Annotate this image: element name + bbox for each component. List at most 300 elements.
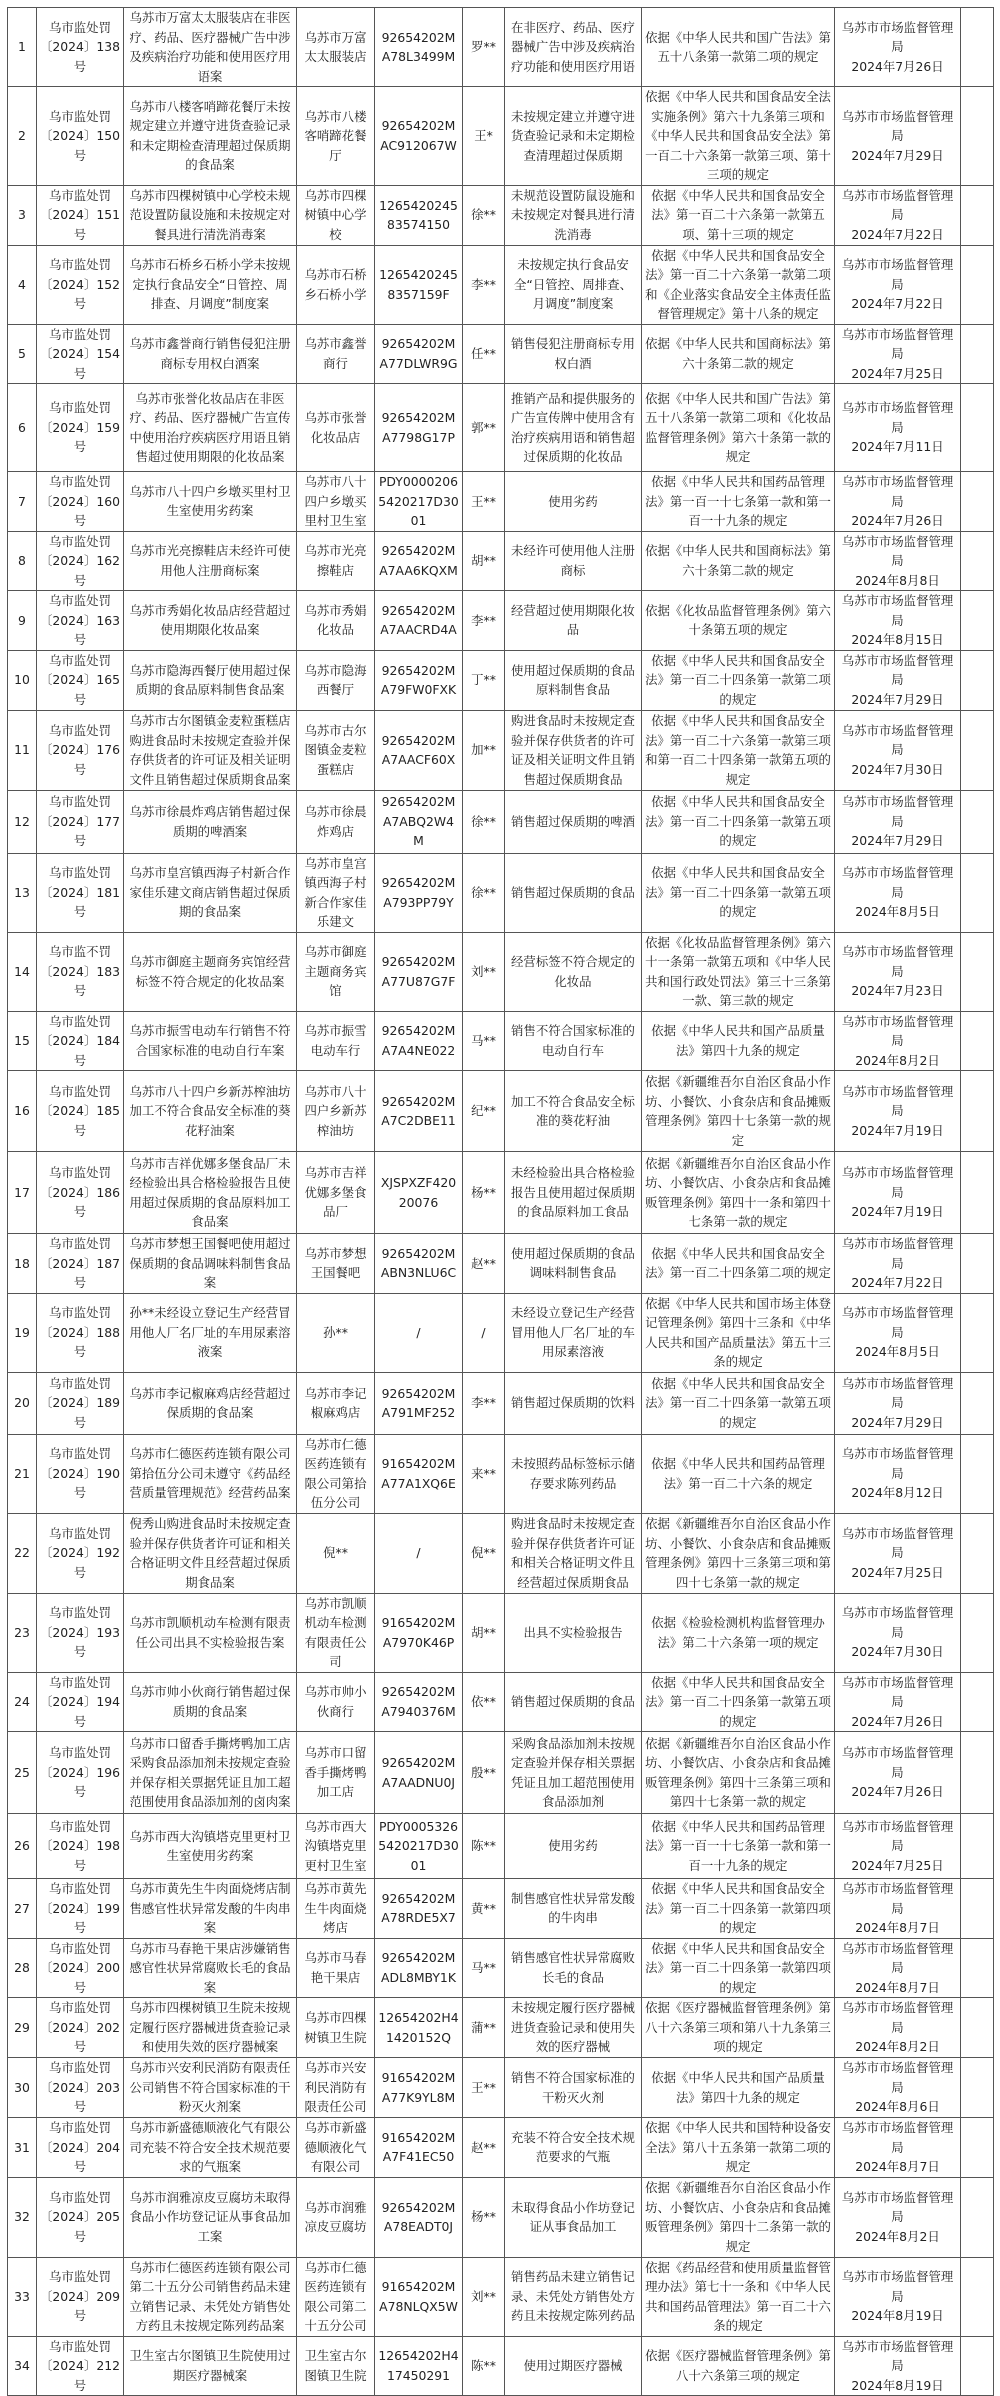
- document-number-cell: 乌市监处罚〔2024〕199号: [37, 1879, 124, 1939]
- authority-date-cell: [835, 1938, 961, 1998]
- legal-basis-cell: 依据《新疆维吾尔自治区食品小作坊、小餐饮店、小食杂店和食品摊贩管理条例》第四十二条第一款的规定: [642, 2177, 835, 2257]
- authority-name: 乌苏市市场监督管理局: [841, 533, 954, 568]
- legal-basis-cell: 依据《中华人民共和国食品安全法》第一百二十四条第一款第二项的规定: [642, 650, 835, 710]
- note-cell: [961, 2336, 994, 2396]
- violation-cell: 使用超过保质期的食品调味料制售食品: [505, 1234, 642, 1294]
- decision-date: 2024年7月29日: [851, 833, 944, 849]
- party-name-cell: 乌苏市仁德医药连锁有限公司第二十五分公司: [297, 2257, 375, 2336]
- case-name-cell: 乌苏市石桥乡石桥小学未按规定执行食品安全“日管控、周排查、月调度”制度案: [124, 245, 297, 324]
- legal-basis-cell: 依据《中华人民共和国食品安全法》第一百二十四条第一款第五项的规定: [642, 790, 835, 853]
- row-number-cell: 30: [8, 2058, 37, 2118]
- note-cell: [961, 531, 994, 591]
- legal-representative-cell: 赵**: [463, 2118, 505, 2178]
- legal-representative-cell: 杨**: [463, 2177, 505, 2257]
- authority-name: 乌苏市市场监督管理局: [841, 108, 954, 143]
- party-name-cell: 乌苏市兴安利民消防有限责任公司: [297, 2058, 375, 2118]
- decision-date: 2024年7月23日: [851, 983, 944, 999]
- row-number-cell: 9: [8, 591, 37, 651]
- note-cell: [961, 932, 994, 1011]
- legal-representative-cell: 黄**: [463, 1879, 505, 1939]
- credit-code-cell: 92654202MA7940376M: [375, 1672, 463, 1732]
- table-row: [8, 1938, 994, 1998]
- table-row: [8, 245, 994, 324]
- document-number-cell: 乌市监处罚〔2024〕163号: [37, 591, 124, 651]
- row-number-cell: 23: [8, 1593, 37, 1672]
- violation-cell: 使用劣药: [505, 472, 642, 532]
- table-row: [8, 1152, 994, 1234]
- violation-cell: 在非医疗、药品、医疗器械广告中涉及疾病治疗功能和使用医疗用语: [505, 8, 642, 87]
- authority-name: 乌苏市市场监督管理局: [841, 1446, 954, 1481]
- violation-cell: 充装不符合安全技术规范要求的气瓶: [505, 2118, 642, 2178]
- document-number-cell: 乌市监处罚〔2024〕152号: [37, 245, 124, 324]
- note-cell: [961, 472, 994, 532]
- credit-code-cell: 92654202MA7AA6KQXM: [375, 531, 463, 591]
- credit-code-cell: 92654202MA79FW0FXK: [375, 650, 463, 710]
- legal-basis-cell: 依据《中华人民共和国产品质量法》第四十九条的规定: [642, 2058, 835, 2118]
- document-number-cell: 乌市监处罚〔2024〕151号: [37, 185, 124, 245]
- legal-representative-cell: 任**: [463, 324, 505, 384]
- authority-name: 乌苏市市场监督管理局: [841, 652, 954, 688]
- table-row: [8, 1513, 994, 1593]
- row-number-cell: 26: [8, 1814, 37, 1879]
- authority-date-cell: [835, 1879, 961, 1939]
- note-cell: [961, 2257, 994, 2336]
- row-number-cell: 14: [8, 932, 37, 1011]
- table-row: [8, 932, 994, 1011]
- table-row: [8, 185, 994, 245]
- table-row: [8, 1998, 994, 2058]
- authority-date-cell: [835, 472, 961, 532]
- credit-code-cell: 92654202MA791MF252: [375, 1372, 463, 1434]
- case-name-cell: 孙**未经设立登记生产经营冒用他人厂名厂址的车用尿素溶液案: [124, 1293, 297, 1372]
- note-cell: [961, 1011, 994, 1071]
- authority-date-cell: [835, 1152, 961, 1234]
- legal-representative-cell: 李**: [463, 1372, 505, 1434]
- authority-date-cell: [835, 1814, 961, 1879]
- violation-cell: 未规范设置防鼠设施和未按规定对餐具进行清洗消毒: [505, 185, 642, 245]
- document-number-cell: 乌市监处罚〔2024〕193号: [37, 1593, 124, 1672]
- note-cell: [961, 591, 994, 651]
- authority-name: 乌苏市市场监督管理局: [841, 1940, 954, 1975]
- legal-representative-cell: 王**: [463, 2058, 505, 2118]
- legal-basis-cell: 依据《医疗器械监督管理条例》第八十六条第三项的规定: [642, 2336, 835, 2396]
- legal-basis-cell: 依据《中华人民共和国食品安全法》第一百二十六条第一款第二项和《企业落实食品安全主体责任监督管理规定》第十八条的规定: [642, 245, 835, 324]
- legal-representative-cell: 倪**: [463, 1513, 505, 1593]
- authority-name: 乌苏市市场监督管理局: [841, 1083, 954, 1119]
- authority-name: 乌苏市市场监督管理局: [841, 2120, 954, 2155]
- party-name-cell: 乌苏市八楼客哨蹄花餐厅: [297, 87, 375, 186]
- case-name-cell: 乌苏市吉祥优娜多堡食品厂未经检验出具合格检验报告且使用超过保质期的食品原料加工食品案: [124, 1152, 297, 1234]
- party-name-cell: 乌苏市光亮擦鞋店: [297, 531, 375, 591]
- violation-cell: 销售药品未建立销售记录、未凭处方销售处方药且未按规定陈列药品: [505, 2257, 642, 2336]
- case-name-cell: 乌苏市润雅凉皮豆腐坊未取得食品小作坊登记证从事食品加工案: [124, 2177, 297, 2257]
- decision-date: 2024年7月19日: [851, 1122, 944, 1138]
- document-number-cell: 乌市监处罚〔2024〕192号: [37, 1513, 124, 1593]
- legal-representative-cell: 刘**: [463, 2257, 505, 2336]
- violation-cell: 未经设立登记生产经营冒用他人厂名厂址的车用尿素溶液: [505, 1293, 642, 1372]
- authority-date-cell: [835, 2177, 961, 2257]
- legal-basis-cell: 依据《中华人民共和国药品管理法》第一百二十六条的规定: [642, 1434, 835, 1513]
- credit-code-cell: 91654202MA7970K46P: [375, 1593, 463, 1672]
- credit-code-cell: 12654202H41420152Q: [375, 1998, 463, 2058]
- authority-date-cell: [835, 650, 961, 710]
- party-name-cell: 乌苏市鑫誉商行: [297, 324, 375, 384]
- credit-code-cell: /: [375, 1513, 463, 1593]
- row-number-cell: 4: [8, 245, 37, 324]
- decision-date: 2024年7月11日: [851, 439, 944, 455]
- legal-representative-cell: 赵**: [463, 1234, 505, 1294]
- legal-basis-cell: 依据《医疗器械监督管理条例》第八十六条第三项和第八十九条第三项的规定: [642, 1998, 835, 2058]
- note-cell: [961, 2118, 994, 2178]
- case-name-cell: 乌苏市兴安利民消防有限责任公司销售不符合国家标准的干粉灭火剂案: [124, 2058, 297, 2118]
- note-cell: [961, 1234, 994, 1294]
- table-row: [8, 591, 994, 651]
- violation-cell: 销售超过保质期的食品: [505, 853, 642, 932]
- legal-basis-cell: 依据《中华人民共和国食品安全法实施条例》第六十九条第三项和《中华人民共和国食品安全法》第一百二十六条第一款第三项、第十三项的规定: [642, 87, 835, 186]
- document-number-cell: 乌市监处罚〔2024〕176号: [37, 710, 124, 790]
- row-number-cell: 32: [8, 2177, 37, 2257]
- credit-code-cell: 92654202MA78L3499M: [375, 8, 463, 87]
- authority-name: 乌苏市市场监督管理局: [841, 474, 954, 509]
- authority-name: 乌苏市市场监督管理局: [841, 722, 954, 758]
- decision-date: 2024年7月25日: [851, 365, 944, 381]
- row-number-cell: 1: [8, 8, 37, 87]
- violation-cell: 未按规定履行医疗器械进货查验记录和使用失效的医疗器械: [505, 1998, 642, 2058]
- document-number-cell: 乌市监处罚〔2024〕185号: [37, 1071, 124, 1152]
- table-row: [8, 710, 994, 790]
- authority-name: 乌苏市市场监督管理局: [841, 326, 954, 361]
- case-name-cell: 乌苏市帅小伙商行销售超过保质期的食品案: [124, 1672, 297, 1732]
- credit-code-cell: 92654202MADL8MBY1K: [375, 1938, 463, 1998]
- party-name-cell: 乌苏市振雪电动车行: [297, 1011, 375, 1071]
- authority-name: 乌苏市市场监督管理局: [841, 1013, 954, 1048]
- legal-basis-cell: 依据《中华人民共和国食品安全法》第一百二十四条第一款第五项的规定: [642, 1372, 835, 1434]
- credit-code-cell: 126542024583574150: [375, 185, 463, 245]
- document-number-cell: 乌市监处罚〔2024〕165号: [37, 650, 124, 710]
- credit-code-cell: PDY00002065420217D3001: [375, 472, 463, 532]
- credit-code-cell: 92654202MA7AADNU0J: [375, 1732, 463, 1814]
- case-name-cell: 乌苏市四棵树镇卫生院未按规定履行医疗器械进货查验记录和使用失效的医疗器械案: [124, 1998, 297, 2058]
- table-row: [8, 1011, 994, 1071]
- note-cell: [961, 1372, 994, 1434]
- authority-date-cell: [835, 1293, 961, 1372]
- legal-basis-cell: 依据《中华人民共和国广告法》第五十八条第一款第二项和《化妆品监督管理条例》第六十条第一款的规定: [642, 384, 835, 472]
- party-name-cell: 乌苏市皇宫镇西海子村新合作家佳乐建文: [297, 853, 375, 932]
- legal-basis-cell: 依据《中华人民共和国商标法》第六十条第二款的规定: [642, 324, 835, 384]
- table-row: [8, 2257, 994, 2336]
- row-number-cell: 17: [8, 1152, 37, 1234]
- document-number-cell: 乌市监处罚〔2024〕154号: [37, 324, 124, 384]
- row-number-cell: 21: [8, 1434, 37, 1513]
- case-name-cell: 倪秀山购进食品时未按规定查验并保存供货者许可证和相关合格证明文件且经营超过保质期食品案: [124, 1513, 297, 1593]
- credit-code-cell: 12654202458357159F: [375, 245, 463, 324]
- party-name-cell: 乌苏市新盛德顺液化气有限公司: [297, 2118, 375, 2178]
- authority-date-cell: [835, 932, 961, 1011]
- decision-date: 2024年8月6日: [855, 2099, 940, 2115]
- legal-representative-cell: 李**: [463, 591, 505, 651]
- legal-representative-cell: 王*: [463, 87, 505, 186]
- violation-cell: 使用超过保质期的食品原料制售食品: [505, 650, 642, 710]
- authority-date-cell: [835, 2058, 961, 2118]
- legal-basis-cell: 依据《检验检测机构监督管理办法》第二十六条第一项的规定: [642, 1593, 835, 1672]
- party-name-cell: 倪**: [297, 1513, 375, 1593]
- document-number-cell: 乌市监处罚〔2024〕200号: [37, 1938, 124, 1998]
- party-name-cell: 乌苏市黄先生牛肉面烧烤店: [297, 1879, 375, 1939]
- authority-name: 乌苏市市场监督管理局: [841, 2000, 954, 2035]
- credit-code-cell: 92654202MA7AACF60X: [375, 710, 463, 790]
- row-number-cell: 8: [8, 531, 37, 591]
- party-name-cell: 乌苏市隐海西餐厅: [297, 650, 375, 710]
- authority-date-cell: [835, 8, 961, 87]
- table-row: [8, 384, 994, 472]
- legal-basis-cell: 依据《新疆维吾尔自治区食品小作坊、小餐饮、小食杂店和食品摊贩管理条例》第四十七条第一款的规定: [642, 1071, 835, 1152]
- credit-code-cell: 92654202MA7A4NE022: [375, 1011, 463, 1071]
- row-number-cell: 19: [8, 1293, 37, 1372]
- note-cell: [961, 1513, 994, 1593]
- authority-date-cell: [835, 87, 961, 186]
- legal-representative-cell: 陈**: [463, 1814, 505, 1879]
- case-name-cell: 乌苏市万富太太服装店在非医疗、药品、医疗器械广告中涉及疾病治疗功能和使用医疗用语案: [124, 8, 297, 87]
- table-row: [8, 531, 994, 591]
- authority-date-cell: [835, 2336, 961, 2396]
- row-number-cell: 22: [8, 1513, 37, 1593]
- party-name-cell: 乌苏市石桥乡石桥小学: [297, 245, 375, 324]
- violation-cell: 未经许可使用他人注册商标: [505, 531, 642, 591]
- decision-date: 2024年7月29日: [851, 691, 944, 707]
- legal-basis-cell: 依据《新疆维吾尔自治区食品小作坊、小餐饮店、小食杂店和食品摊贩管理条例》第四十三条第三项和第四十七条第一款的规定: [642, 1732, 835, 1814]
- decision-date: 2024年7月19日: [851, 1204, 944, 1220]
- decision-date: 2024年7月25日: [851, 1564, 944, 1580]
- party-name-cell: 乌苏市口留香手撕烤鸭加工店: [297, 1732, 375, 1814]
- violation-cell: 未按规定建立并遵守进货查验记录和未定期检查清理超过保质期: [505, 87, 642, 186]
- table-row: [8, 2058, 994, 2118]
- document-number-cell: 乌市监处罚〔2024〕204号: [37, 2118, 124, 2178]
- party-name-cell: 乌苏市张誉化妆品店: [297, 384, 375, 472]
- document-number-cell: 乌市监处罚〔2024〕189号: [37, 1372, 124, 1434]
- violation-cell: 加工不符合食品安全标准的葵花籽油: [505, 1071, 642, 1152]
- table-row: [8, 324, 994, 384]
- authority-name: 乌苏市市场监督管理局: [841, 2060, 954, 2095]
- party-name-cell: 乌苏市四棵树镇卫生院: [297, 1998, 375, 2058]
- case-name-cell: 乌苏市鑫誉商行销售侵犯注册商标专用权白酒案: [124, 324, 297, 384]
- legal-representative-cell: 陈**: [463, 2336, 505, 2396]
- note-cell: [961, 1593, 994, 1672]
- note-cell: [961, 790, 994, 853]
- note-cell: [961, 710, 994, 790]
- decision-date: 2024年8月7日: [855, 1979, 940, 1995]
- note-cell: [961, 245, 994, 324]
- document-number-cell: 乌市监处罚〔2024〕150号: [37, 87, 124, 186]
- document-number-cell: 乌市监处罚〔2024〕198号: [37, 1814, 124, 1879]
- row-number-cell: 34: [8, 2336, 37, 2396]
- violation-cell: 销售不符合国家标准的干粉灭火剂: [505, 2058, 642, 2118]
- authority-name: 乌苏市市场监督管理局: [841, 1305, 954, 1340]
- party-name-cell: 乌苏市八十四户乡墩买里村卫生室: [297, 472, 375, 532]
- party-name-cell: 乌苏市古尔图镇金麦粒蛋糕店: [297, 710, 375, 790]
- authority-name: 乌苏市市场监督管理局: [841, 865, 954, 900]
- note-cell: [961, 1672, 994, 1732]
- party-name-cell: 乌苏市徐晨炸鸡店: [297, 790, 375, 853]
- authority-name: 乌苏市市场监督管理局: [841, 1375, 954, 1411]
- violation-cell: 销售超过保质期的食品: [505, 1672, 642, 1732]
- legal-representative-cell: 徐**: [463, 185, 505, 245]
- case-name-cell: 乌苏市四棵树镇中心学校未规范设置防鼠设施和未按规定对餐具进行清洗消毒案: [124, 185, 297, 245]
- row-number-cell: 25: [8, 1732, 37, 1814]
- row-number-cell: 28: [8, 1938, 37, 1998]
- document-number-cell: 乌市监不罚〔2024〕183号: [37, 932, 124, 1011]
- authority-name: 乌苏市市场监督管理局: [841, 187, 954, 223]
- decision-date: 2024年8月15日: [851, 632, 944, 647]
- authority-date-cell: [835, 2257, 961, 2336]
- decision-date: 2024年8月2日: [855, 2039, 940, 2055]
- legal-basis-cell: 依据《新疆维吾尔自治区食品小作坊、小餐饮店、小食杂店和食品摊贩管理条例》第四十一条和第四十七条第一款的规定: [642, 1152, 835, 1234]
- authority-name: 乌苏市市场监督管理局: [841, 944, 954, 979]
- legal-basis-cell: 依据《化妆品监督管理条例》第六十一条第一款第五项和《中华人民共和国行政处罚法》第三十三条第一款、第三款的规定: [642, 932, 835, 1011]
- row-number-cell: 27: [8, 1879, 37, 1939]
- document-number-cell: 乌市监处罚〔2024〕203号: [37, 2058, 124, 2118]
- case-name-cell: 乌苏市御庭主题商务宾馆经营标签不符合规定的化妆品案: [124, 932, 297, 1011]
- authority-date-cell: [835, 1434, 961, 1513]
- case-name-cell: 乌苏市口留香手撕烤鸭加工店采购食品添加剂未按规定查验并保存相关票据凭证且加工超范围使用食品添加剂的卤肉案: [124, 1732, 297, 1814]
- authority-date-cell: [835, 1071, 961, 1152]
- table-row: [8, 1593, 994, 1672]
- authority-name: 乌苏市市场监督管理局: [841, 2189, 954, 2225]
- legal-representative-cell: 殷**: [463, 1732, 505, 1814]
- note-cell: [961, 1434, 994, 1513]
- decision-date: 2024年7月29日: [851, 1414, 944, 1430]
- legal-basis-cell: 依据《中华人民共和国食品安全法》第一百二十六条第一款第三项和第一百二十四条第一款第五项的规定: [642, 710, 835, 790]
- authority-name: 乌苏市市场监督管理局: [841, 794, 954, 829]
- table-body: [8, 8, 994, 2396]
- row-number-cell: 12: [8, 790, 37, 853]
- note-cell: [961, 384, 994, 472]
- authority-name: 乌苏市市场监督管理局: [841, 593, 954, 628]
- party-name-cell: 乌苏市帅小伙商行: [297, 1672, 375, 1732]
- violation-cell: 使用劣药: [505, 1814, 642, 1879]
- decision-date: 2024年7月22日: [851, 296, 944, 312]
- violation-cell: 制售感官性状异常发酸的牛肉串: [505, 1879, 642, 1939]
- document-number-cell: 乌市监处罚〔2024〕205号: [37, 2177, 124, 2257]
- legal-representative-cell: 刘**: [463, 932, 505, 1011]
- authority-date-cell: [835, 185, 961, 245]
- legal-basis-cell: 依据《中华人民共和国食品安全法》第一百二十四条第二项的规定: [642, 1234, 835, 1294]
- case-name-cell: 乌苏市李记椒麻鸡店经营超过保质期的食品案: [124, 1372, 297, 1434]
- note-cell: [961, 324, 994, 384]
- table-row: [8, 2336, 994, 2396]
- row-number-cell: 13: [8, 853, 37, 932]
- credit-code-cell: 92654202MA78RDE5X7: [375, 1879, 463, 1939]
- case-name-cell: 卫生室古尔图镇卫生院使用过期医疗器械案: [124, 2336, 297, 2396]
- table-row: [8, 1879, 994, 1939]
- authority-name: 乌苏市市场监督管理局: [841, 1525, 954, 1561]
- party-name-cell: 乌苏市梦想王国餐吧: [297, 1234, 375, 1294]
- row-number-cell: 18: [8, 1234, 37, 1294]
- party-name-cell: 乌苏市御庭主题商务宾馆: [297, 932, 375, 1011]
- violation-cell: 推销产品和提供服务的广告宣传牌中使用含有治疗疾病用语和销售超过保质期的化妆品: [505, 384, 642, 472]
- note-cell: [961, 2058, 994, 2118]
- party-name-cell: 乌苏市西大沟镇塔克里更村卫生室: [297, 1814, 375, 1879]
- table-row: [8, 853, 994, 932]
- decision-date: 2024年8月19日: [851, 2308, 944, 2324]
- decision-date: 2024年7月22日: [851, 1275, 944, 1290]
- legal-representative-cell: 马**: [463, 1938, 505, 1998]
- legal-basis-cell: 依据《中华人民共和国药品管理法》第一百一十七条第一款和第一百一十九条的规定: [642, 1814, 835, 1879]
- authority-date-cell: [835, 790, 961, 853]
- legal-representative-cell: 徐**: [463, 790, 505, 853]
- decision-date: 2024年8月7日: [855, 1920, 940, 1935]
- document-number-cell: 乌市监处罚〔2024〕177号: [37, 790, 124, 853]
- decision-date: 2024年8月19日: [851, 2377, 944, 2393]
- party-name-cell: 乌苏市李记椒麻鸡店: [297, 1372, 375, 1434]
- table-row: [8, 1434, 994, 1513]
- case-name-cell: 乌苏市光亮擦鞋店未经许可使用他人注册商标案: [124, 531, 297, 591]
- credit-code-cell: 91654202MA77A1XQ6E: [375, 1434, 463, 1513]
- table-row: [8, 1814, 994, 1879]
- document-number-cell: 乌市监处罚〔2024〕186号: [37, 1152, 124, 1234]
- legal-basis-cell: 依据《中华人民共和国食品安全法》第一百二十四条第一款第四项的规定: [642, 1879, 835, 1939]
- case-name-cell: 乌苏市凯顺机动车检测有限责任公司出具不实检验报告案: [124, 1593, 297, 1672]
- party-name-cell: 乌苏市仁德医药连锁有限公司第拾伍分公司: [297, 1434, 375, 1513]
- table-row: [8, 1732, 994, 1814]
- party-name-cell: 乌苏市秀娟化妆品: [297, 591, 375, 651]
- authority-date-cell: [835, 710, 961, 790]
- legal-basis-cell: 依据《中华人民共和国商标法》第六十条第二款的规定: [642, 531, 835, 591]
- legal-representative-cell: 郭**: [463, 384, 505, 472]
- case-name-cell: 乌苏市新盛德顺液化气有限公司充装不符合安全技术规范要求的气瓶案: [124, 2118, 297, 2178]
- row-number-cell: 33: [8, 2257, 37, 2336]
- authority-date-cell: [835, 531, 961, 591]
- row-number-cell: 6: [8, 384, 37, 472]
- legal-representative-cell: 丁**: [463, 650, 505, 710]
- row-number-cell: 29: [8, 1998, 37, 2058]
- party-name-cell: 乌苏市吉祥优娜多堡食品厂: [297, 1152, 375, 1234]
- legal-representative-cell: 王**: [463, 472, 505, 532]
- credit-code-cell: /: [375, 1293, 463, 1372]
- decision-date: 2024年8月2日: [855, 2228, 940, 2244]
- credit-code-cell: 92654202MAC912067W: [375, 87, 463, 186]
- authority-date-cell: [835, 384, 961, 472]
- authority-name: 乌苏市市场监督管理局: [841, 257, 954, 292]
- credit-code-cell: PDY00053265420217D3001: [375, 1814, 463, 1879]
- legal-representative-cell: 徐**: [463, 853, 505, 932]
- table-row: [8, 2177, 994, 2257]
- violation-cell: 销售不符合国家标准的电动自行车: [505, 1011, 642, 1071]
- note-cell: [961, 8, 994, 87]
- credit-code-cell: 92654202MA77DLWR9G: [375, 324, 463, 384]
- violation-cell: 经营标签不符合规定的化妆品: [505, 932, 642, 1011]
- document-number-cell: 乌市监处罚〔2024〕160号: [37, 472, 124, 532]
- table-row: [8, 1234, 994, 1294]
- credit-code-cell: 12654202H417450291: [375, 2336, 463, 2396]
- table-row: [8, 87, 994, 186]
- authority-date-cell: [835, 245, 961, 324]
- row-number-cell: 11: [8, 710, 37, 790]
- row-number-cell: 5: [8, 324, 37, 384]
- document-number-cell: 乌市监处罚〔2024〕212号: [37, 2336, 124, 2396]
- note-cell: [961, 650, 994, 710]
- case-name-cell: 乌苏市秀娟化妆品店经营超过使用期限化妆品案: [124, 591, 297, 651]
- document-number-cell: 乌市监处罚〔2024〕196号: [37, 1732, 124, 1814]
- document-number-cell: 乌市监处罚〔2024〕188号: [37, 1293, 124, 1372]
- row-number-cell: 20: [8, 1372, 37, 1434]
- case-name-cell: 乌苏市仁德医药连锁有限公司第二十五分公司销售药品未建立销售记录、未凭处方销售处方药且未按规定陈列药品案: [124, 2257, 297, 2336]
- table-row: [8, 2118, 994, 2178]
- violation-cell: 未按照药品标签标示储存要求陈列药品: [505, 1434, 642, 1513]
- note-cell: [961, 1152, 994, 1234]
- decision-date: 2024年8月7日: [855, 2159, 940, 2174]
- document-number-cell: 乌市监处罚〔2024〕187号: [37, 1234, 124, 1294]
- row-number-cell: 3: [8, 185, 37, 245]
